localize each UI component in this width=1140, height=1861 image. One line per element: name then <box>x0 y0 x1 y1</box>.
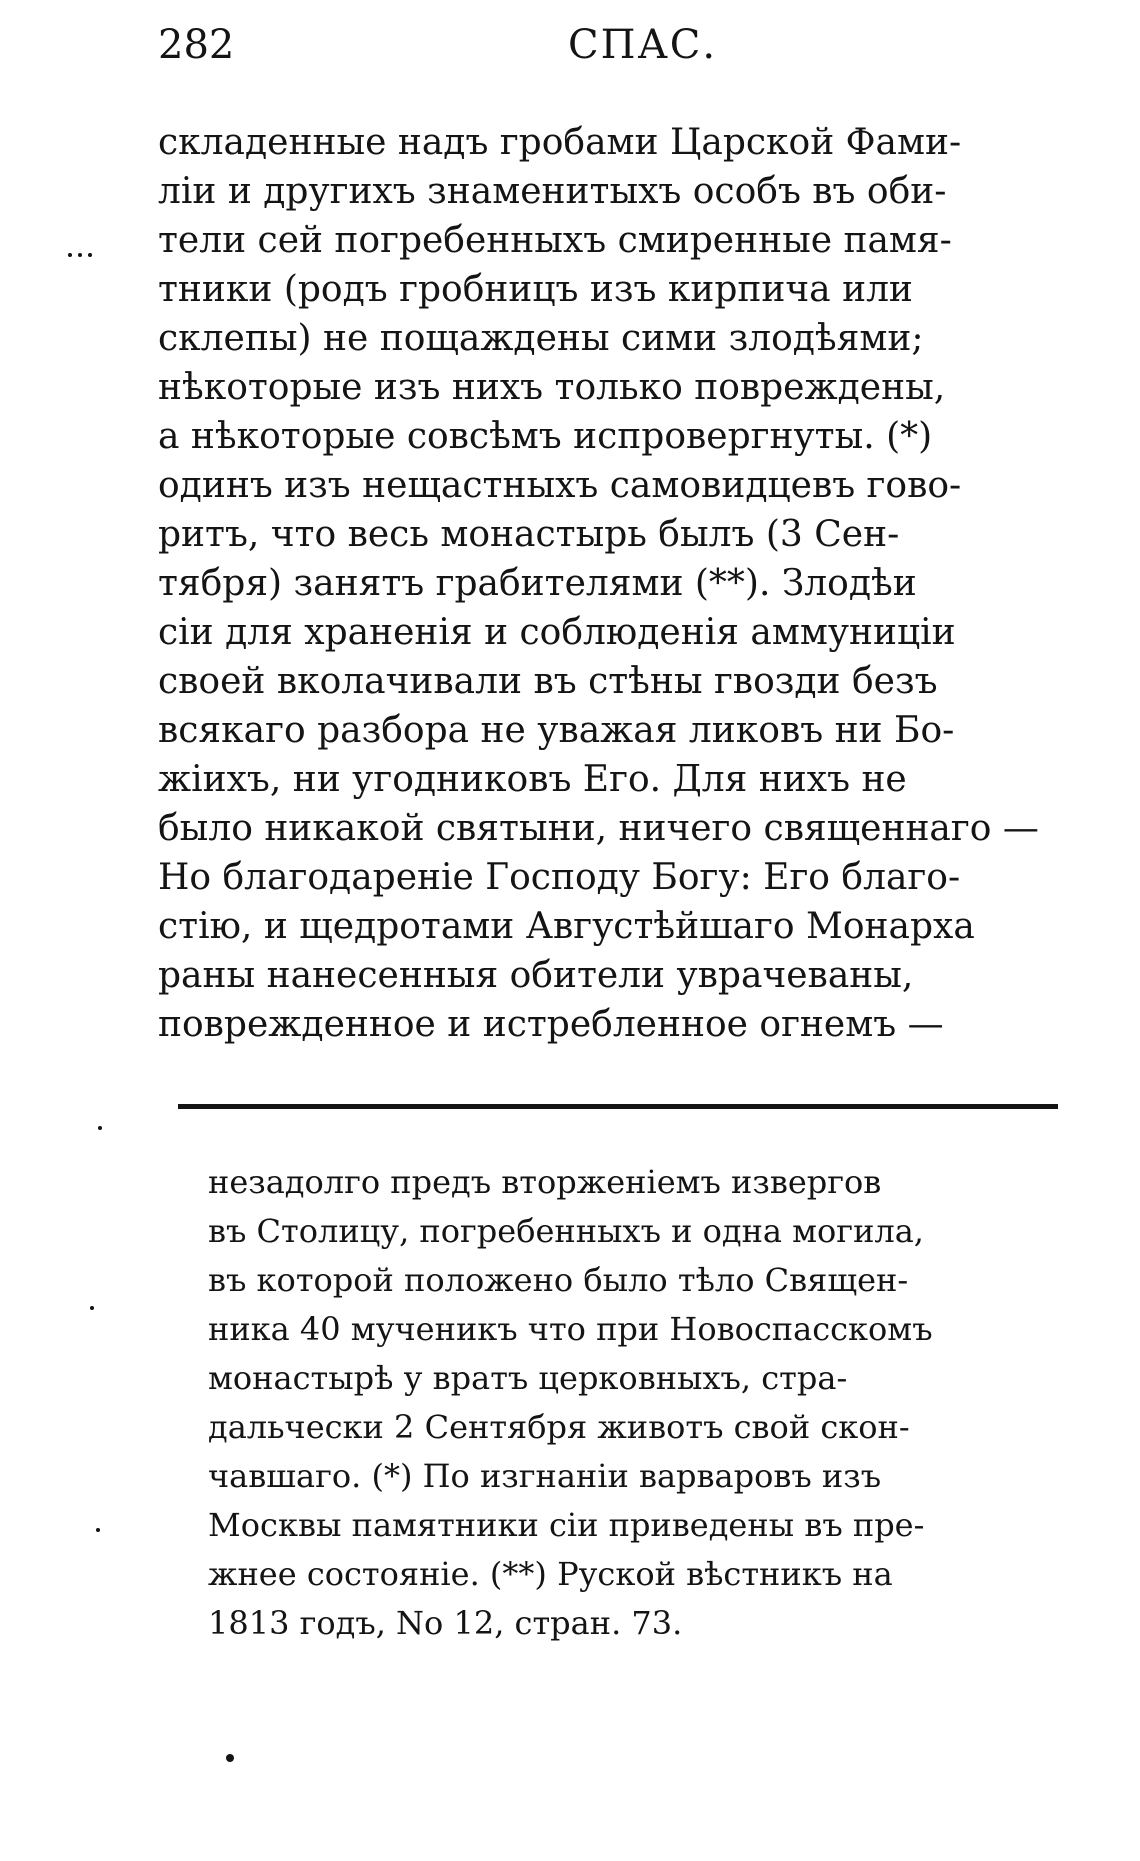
speck <box>78 253 82 257</box>
text-line: поврежденное и истребленное огнемъ — <box>158 1004 944 1045</box>
footnote-line: жнее состоянiе. (**) Руской вѣстникъ на <box>208 1555 893 1593</box>
page-header <box>158 22 1028 92</box>
footnotes-block <box>208 1158 1058 1648</box>
speck <box>96 1528 100 1532</box>
running-title: СПАС. <box>568 22 718 68</box>
text-line: склепы) не пощаждены сими злодѣями; <box>158 318 924 359</box>
text-line: ритъ, что весь монастырь былъ (3 Сен- <box>158 514 900 555</box>
text-line: жiихъ, ни угодниковъ Его. Для нихъ не <box>158 759 907 800</box>
text-line: своей вколачивали въ стѣны гвозди безъ <box>158 661 938 702</box>
text-line: всякаго разбора не уважая ликовъ ни Бо- <box>158 710 955 751</box>
text-line: стiю, и щедротами Августѣйшаго Монарха <box>158 906 975 947</box>
main-text-block <box>158 118 1058 1049</box>
footnote-line: 1813 годъ, No 12, стран. 73. <box>208 1604 683 1642</box>
text-line: Но благодаренiе Господу Богу: Его благо- <box>158 857 961 898</box>
speck <box>98 1126 102 1130</box>
footnote-line: въ которой положено было тѣло Священ- <box>208 1261 909 1299</box>
footnote-line: въ Столицу, погребенныхъ и одна могила, <box>208 1212 924 1250</box>
text-line: а нѣкоторые совсѣмъ испровергнуты. (*) <box>158 416 933 457</box>
text-line: одинъ изъ нещастныхъ самовидцевъ гово- <box>158 465 962 506</box>
footnote-line: Москвы памятники сiи приведены въ пре- <box>208 1506 925 1544</box>
footnote-line: незадолго предъ вторженiемъ извергов <box>208 1163 882 1201</box>
speck <box>68 253 72 257</box>
footnote-line: чавшаго. (*) По изгнанiи варваровъ изъ <box>208 1457 882 1495</box>
page-number: 282 <box>158 22 235 68</box>
text-line: складенные надъ гробами Царской Фами- <box>158 122 962 163</box>
text-line: лiи и другихъ знаменитыхъ особъ въ оби- <box>158 171 947 212</box>
footnote-separator-rule <box>178 1104 1058 1109</box>
text-line: тники (родъ гробницъ изъ кирпича или <box>158 269 913 310</box>
text-line: нѣкоторые изъ нихъ только повреждены, <box>158 367 946 408</box>
speck <box>226 1754 234 1762</box>
text-line: сiи для храненiя и соблюденiя аммуницiи <box>158 612 956 653</box>
text-line: тября) занятъ грабителями (**). Злодѣи <box>158 563 917 604</box>
footnote-line: ника 40 мученикъ что при Новоспасскомъ <box>208 1310 933 1348</box>
text-line: тели сей погребенныхъ смиренные памя- <box>158 220 952 261</box>
speck <box>90 1306 94 1310</box>
text-line: было никакой святыни, ничего священнаго — <box>158 808 1039 849</box>
footnote-line: монастырѣ у вратъ церковныхъ, стра- <box>208 1359 848 1397</box>
text-line: раны нанесенныя обители уврачеваны, <box>158 955 914 996</box>
speck <box>88 253 92 257</box>
footnote-line: дальчески 2 Сентября животъ свой скон- <box>208 1408 910 1446</box>
